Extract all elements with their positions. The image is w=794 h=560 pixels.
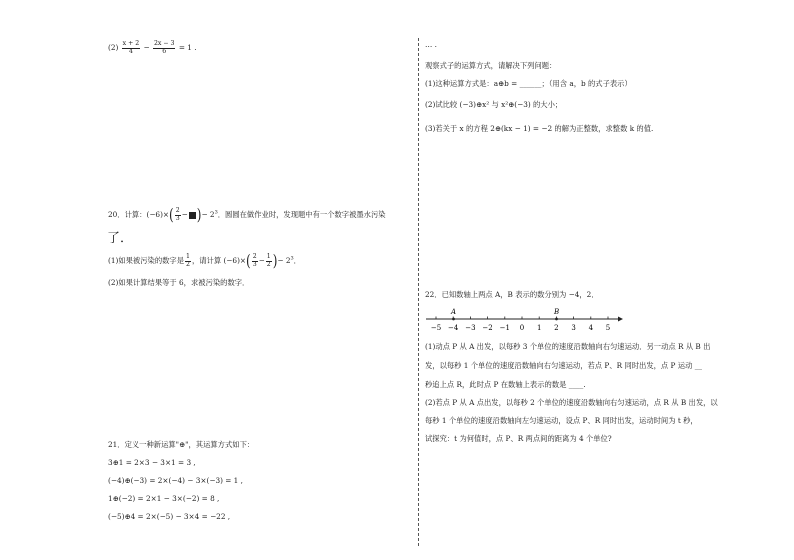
number-line-tick-label: −4 [448,324,459,332]
point-a-label: A [451,308,457,316]
point-b-dot [555,318,558,321]
fraction: $\frac{x + 2}{4}$ [122,40,140,55]
q20-part2: (2)如果计算结果等于 6，求被污染的数字． [108,278,250,287]
q20-title: 20．计算：(−6)×( $\frac{2}{3}$ − )− $2^3$．圆圆在做作业时，发现题中有一个数字被墨水污染 [108,205,386,225]
q21-title: 21．定义一种新运算"⊕"，其运算方式如下： [108,440,255,449]
q21-line4: (−5)⊕4 = 2×(−5) − 3×4 = −22 , [108,512,231,521]
number-line-tick-label: −2 [482,324,493,332]
number-line-tick-label: 3 [571,324,576,332]
q21-part1: (1)这种运算方式是：a⊕b = ______；（用含 a，b 的式子表示） [425,79,632,88]
number-line-tick-label: −3 [465,324,476,332]
ink-blot [189,212,196,219]
q21-observe: 观察式子的运算方式，请解决下列问题： [425,61,557,70]
q22-part1-line3: 秒追上点 R，此时点 P 在数轴上表示的数是 ____. [425,380,586,389]
q21-part3: (3)若关于 x 的方程 2⊕(kx − 1) = −2 的解为正整数，求整数 k 的值. [425,124,654,133]
number-line-tick-label: −1 [499,324,510,332]
q22-part1-line1: (1)动点 P 从 A 出发，以每秒 3 个单位的速度沿数轴向右匀速运动．另一动点 R 从 B 出 [425,342,711,351]
number-line-tick-label: −5 [430,324,442,332]
q19-part2: (2) $\frac{x + 2}{4}$ − $\frac{2x - 3}{6}$ = 1 . [108,40,197,55]
number-line-tick-label: 4 [588,324,594,332]
q21-line2: (−4)⊕(−3) = 2×(−4) − 3×(−3) = 1 , [108,476,243,485]
q21-part2: (2)试比较 (−3)⊕x² 与 x²⊕(−3) 的大小； [425,100,563,109]
q22-part2-line3: 试探究：t 为何值时，点 P、R 两点间的距离为 4 个单位? [425,434,612,443]
q22-title: 22．已知数轴上两点 A，B 表示的数分别为 −4，2． [425,290,599,299]
fraction: $\frac{2x - 3}{6}$ [154,40,175,55]
point-b-label: B [554,308,560,316]
q22-part1-line2: 发，以每秒 1 个单位的速度沿数轴向右匀速运动，若点 P、R 同时出发，点 P 运动 __ [425,361,702,370]
q22-part2-line1: (2)若点 P 从 A 点出发，以每秒 2 个单位的速度沿数轴向右匀速运动，点 R 从 B 出发，以 [425,398,718,407]
number-line-tick-label: 5 [605,324,611,332]
number-line-tick-label: 1 [536,324,542,332]
q22-part2-line2: 每秒 1 个单位的速度沿数轴向左匀速运动，设点 P、R 同时出发，运动时间为 t 秒， [425,416,698,425]
column-divider [418,38,419,546]
q20-part1: (1)如果被污染的数字是 $\frac{1}{2}$ ，请计算 (−6)×( $\frac{2}{3}$ − $\frac{1}{2}$ )− $2^3$． [108,251,301,271]
q21-line1: 3⊕1 = 2×3 − 3×1 = 3 , [108,458,196,467]
q20-title-end: 了． [107,231,134,246]
number-line-tick-label: 0 [519,324,525,332]
number-line-tick-label: 2 [554,324,559,332]
q21-line3: 1⊕(−2) = 2×1 − 3×(−2) = 8 , [108,494,220,503]
q21-dots: … . [425,40,437,49]
point-a-dot [452,318,455,321]
number-line [426,305,626,335]
